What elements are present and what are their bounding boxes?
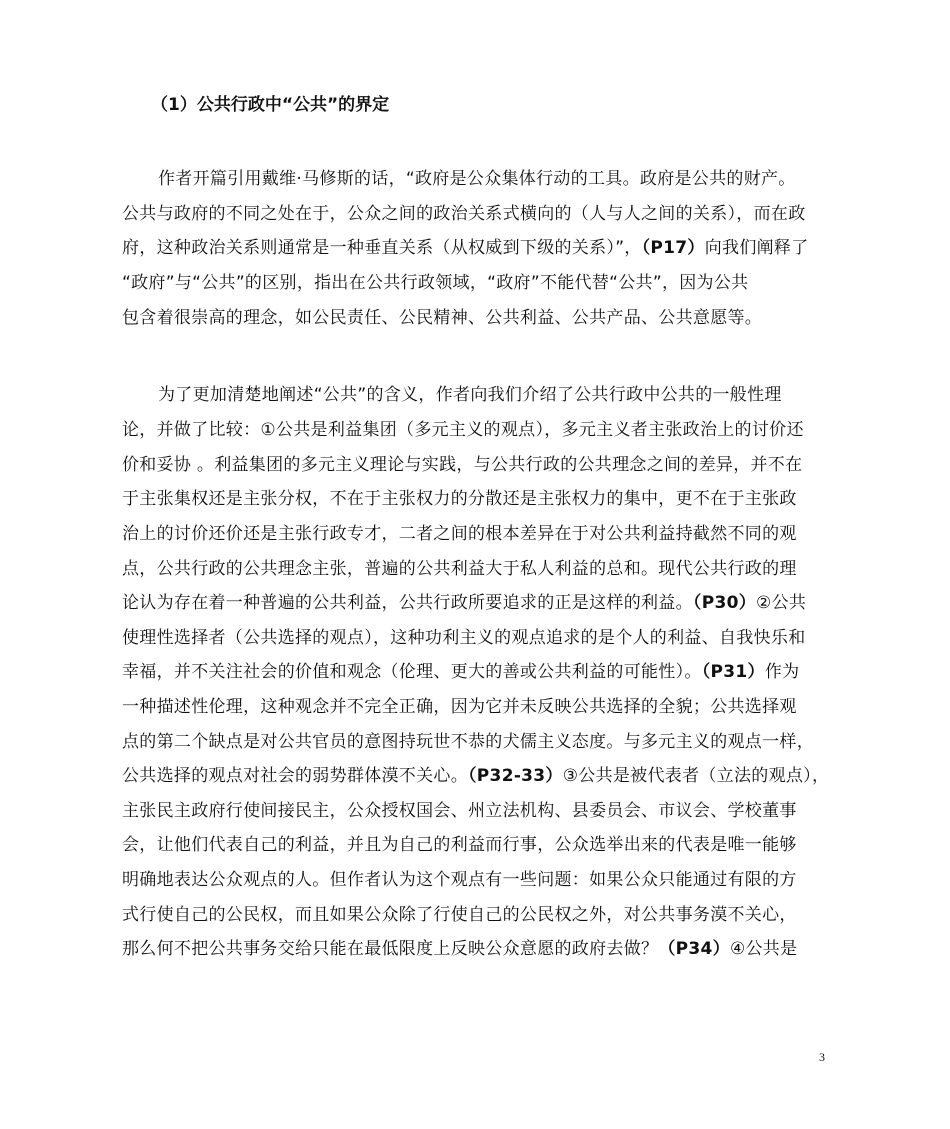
text-run: 公共选择的观点对社会的弱势群体漠不关心。	[122, 766, 468, 786]
paragraph-line	[122, 903, 797, 927]
page-citation: （P17）	[641, 238, 705, 258]
text-run: 式行使自己的公民权，而且如果公众除了行使自己的公民权之外，对公共事务漠不关心，	[122, 905, 797, 925]
paragraph-line	[122, 730, 814, 754]
text-run: 会，让他们代表自己的利益，并且为自己的利益而行事，公众选举出来的代表是唯一能够	[122, 835, 797, 855]
text-run: “政府”与“公共”的区别，指出在公共行政领域，“政府”不能代替“公共”，因为公共	[122, 273, 749, 293]
paragraph-line	[122, 557, 797, 581]
text-run: 为了更加清楚地阐述“公共”的含义，作者向我们介绍了公共行政中公共的一般性理	[158, 385, 782, 405]
paragraph-line	[122, 937, 797, 961]
page-citation: （P31）	[701, 662, 765, 682]
text-run: ②公共	[756, 593, 807, 613]
text-run: 幸福，并不关注社会的价值和观念（伦理、更大的善或公共利益的可能性）。	[122, 662, 702, 682]
text-run: 公共与政府的不同之处在于，公众之间的政治关系式横向的（人与人之间的关系），而在政	[122, 204, 806, 224]
paragraph-line	[122, 271, 748, 295]
paragraph-line	[122, 695, 797, 719]
text-run: 明确地表达公众观点的人。但作者认为这个观点有一些问题：如果公众只能通过有限的方	[122, 870, 797, 890]
paragraph-line	[158, 383, 782, 407]
text-run: 论，并做了比较：①公共是利益集团（多元主义的观点），多元主义者主张政治上的讨价还	[122, 420, 804, 440]
text-run: 使理性选择者（公共选择的观点），这种功利主义的观点追求的是个人的利益、自我快乐和	[122, 628, 806, 648]
text-run: 包含着很崇高的理念，如公民责任、公民精神、公共利益、公共产品、公共意愿等。	[122, 308, 763, 328]
paragraph-line	[122, 202, 806, 226]
text-run: 治上的讨价还价还是主张行政专才，二者之间的根本差异在于对公共利益持截然不同的观	[122, 524, 797, 544]
paragraph-line	[122, 660, 799, 684]
paragraph-line	[122, 626, 806, 650]
text-run: ③公共是被代表者（立法的观点），	[562, 766, 830, 786]
paragraph-line	[122, 833, 797, 857]
text-run: 府，这种政治关系则通常是一种垂直关系（从权威到下级的关系）”，	[122, 238, 642, 258]
text-run: 那么何不把公共事务交给只能在最低限度上反映公众意愿的政府去做？	[122, 939, 659, 959]
text-run: ④公共是	[729, 939, 798, 959]
text-run: 作为	[764, 662, 800, 682]
text-run: 点的第二个缺点是对公共官员的意图持玩世不恭的犬儒主义态度。与多元主义的观点一样，	[122, 732, 814, 752]
paragraph-line	[122, 453, 802, 477]
text-run: 向我们阐释了	[704, 238, 809, 258]
page-citation: （P30）	[692, 593, 757, 613]
text-run: 价和妥协 。利益集团的多元主义理论与实践，与公共行政的公共理念之间的差异，并不在	[122, 455, 803, 475]
text-run: 点，公共行政的公共理念主张，普遍的公共利益大于私人利益的总和。现代公共行政的理	[122, 559, 797, 579]
paragraph-line	[122, 764, 829, 788]
paragraph-line	[122, 418, 804, 442]
paragraph-line	[122, 868, 797, 892]
paragraph-line	[122, 591, 806, 615]
paragraph-line	[122, 236, 809, 260]
section-heading: （1）公共行政中“公共”的界定	[151, 95, 390, 115]
paragraph-line	[158, 167, 796, 191]
paragraph-line	[122, 306, 762, 330]
page-citation: （P32-33）	[468, 766, 563, 786]
text-run: 于主张集权还是主张分权，不在于主张权力的分散还是主张权力的集中，更不在于主张政	[122, 489, 797, 509]
paragraph-line	[122, 522, 797, 546]
paragraph-line	[122, 487, 797, 511]
text-run: 一种描述性伦理，这种观念并不完全正确，因为它并未反映公共选择的全貌；公共选择观	[122, 697, 797, 717]
paragraph-line	[122, 799, 797, 823]
page-number: 3	[819, 1050, 825, 1064]
text-run: 论认为存在着一种普遍的公共利益，公共行政所要追求的正是这样的利益。	[122, 593, 693, 613]
text-run: 主张民主政府行使间接民主，公众授权国会、州立法机构、县委员会、市议会、学校董事	[122, 801, 797, 821]
page-citation: （P34）	[658, 939, 730, 959]
text-run: 作者开篇引用戴维·马修斯的话，“政府是公众集体行动的工具。政府是公共的财产。	[158, 169, 796, 189]
